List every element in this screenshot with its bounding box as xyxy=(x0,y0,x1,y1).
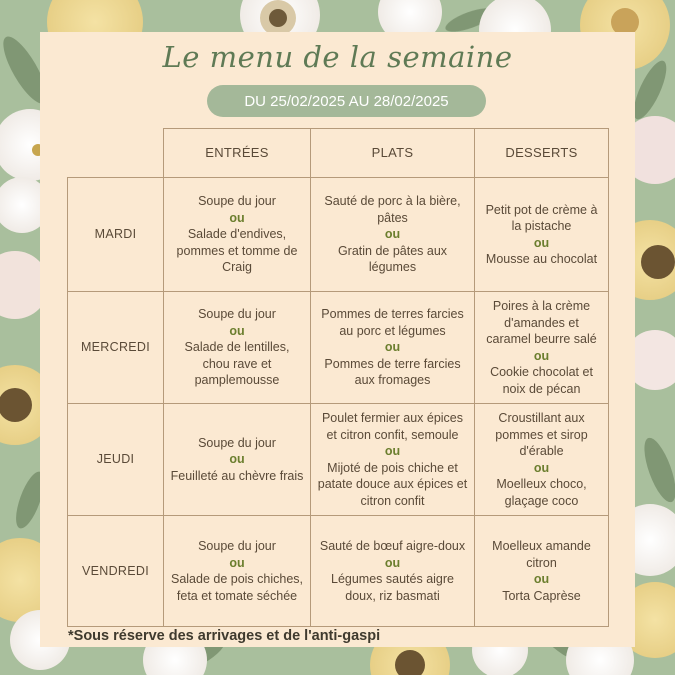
dish-option: Salade de pois chiches, feta et tomate séchée xyxy=(170,572,304,603)
or-separator: ou xyxy=(533,572,550,586)
footer-disclaimer: *Sous réserve des arrivages et de l'anti-gaspi xyxy=(68,628,381,644)
dish-option: Cookie chocolat et noix de pécan xyxy=(490,365,593,396)
column-header-desserts: DESSERTS xyxy=(475,129,609,178)
dish-option: Soupe du jour xyxy=(198,307,276,322)
table-row xyxy=(68,516,609,627)
or-separator: ou xyxy=(384,340,401,355)
or-separator: ou xyxy=(533,235,550,250)
plats-cell xyxy=(311,292,475,404)
or-separator: ou xyxy=(384,227,401,242)
column-header-entrees: ENTRÉES xyxy=(164,129,311,178)
desserts-cell xyxy=(475,404,609,516)
dish-option: Gratin de pâtes aux légumes xyxy=(337,243,448,275)
dish-option: Soupe du jour xyxy=(198,435,276,450)
or-separator: ou xyxy=(229,555,245,570)
header-corner xyxy=(68,129,164,178)
or-separator: ou xyxy=(384,555,401,570)
dish-option: Soupe du jour xyxy=(198,539,276,553)
or-separator: ou xyxy=(533,460,550,475)
plats-cell xyxy=(311,516,475,627)
dish-option: Soupe du jour xyxy=(198,194,276,209)
date-range-badge: DU 25/02/2025 AU 28/02/2025 xyxy=(207,85,486,117)
or-separator: ou xyxy=(229,210,245,225)
or-separator: ou xyxy=(384,444,401,458)
plats-cell xyxy=(311,404,475,516)
dish-option: Torta Caprèse xyxy=(502,588,581,603)
column-header-plats: PLATS xyxy=(311,129,475,178)
desserts-cell xyxy=(475,178,609,292)
or-separator: ou xyxy=(533,348,550,363)
dish-option: Salade d'endives, pommes et tomme de Craig xyxy=(176,227,298,275)
day-label: VENDREDI xyxy=(68,516,164,627)
dish-option: Feuilleté au chèvre frais xyxy=(170,468,304,483)
dish-option: Légumes sautés aigre doux, riz basmati xyxy=(331,572,454,603)
entrees-cell xyxy=(164,516,311,627)
dish-option: Pommes de terres farcies au porc et légumes xyxy=(321,307,464,338)
weekly-menu-table xyxy=(67,128,609,627)
day-label: MERCREDI xyxy=(68,292,164,404)
dish-option: Moelleux choco, glaçage coco xyxy=(496,477,587,508)
desserts-cell xyxy=(475,516,609,627)
dish-option: Petit pot de crème à la pistache xyxy=(485,202,598,233)
dish-option: Sauté de porc à la bière, pâtes xyxy=(324,194,461,225)
dish-option: Mijoté de pois chiche et patate douce aux épices et citron confit xyxy=(317,460,468,508)
dish-option: Mousse au chocolat xyxy=(485,252,598,266)
table-row xyxy=(68,404,609,516)
desserts-cell xyxy=(475,292,609,404)
entrees-cell xyxy=(164,404,311,516)
dish-option: Salade de lentilles, chou rave et pamplemousse xyxy=(184,340,290,388)
or-separator: ou xyxy=(229,323,245,338)
table-row xyxy=(68,292,609,404)
table-header-row xyxy=(68,129,609,178)
or-separator: ou xyxy=(229,452,245,467)
plats-cell xyxy=(311,178,475,292)
dish-option: Pommes de terre farcies aux fromages xyxy=(324,356,461,388)
dish-option: Moelleux amande citron xyxy=(492,539,591,570)
dish-option: Poires à la crème d'amandes et caramel beurre salé xyxy=(486,299,597,346)
dish-option: Poulet fermier aux épices et citron confit, semoule xyxy=(321,411,464,442)
page-title: Le menu de la semaine xyxy=(162,40,513,74)
dish-option: Croustillant aux pommes et sirop d'érable xyxy=(495,411,588,458)
entrees-cell xyxy=(164,178,311,292)
entrees-cell xyxy=(164,292,311,404)
day-label: MARDI xyxy=(68,178,164,292)
table-row xyxy=(68,178,609,292)
dish-option: Sauté de bœuf aigre-doux xyxy=(319,539,466,553)
day-label: JEUDI xyxy=(68,404,164,516)
